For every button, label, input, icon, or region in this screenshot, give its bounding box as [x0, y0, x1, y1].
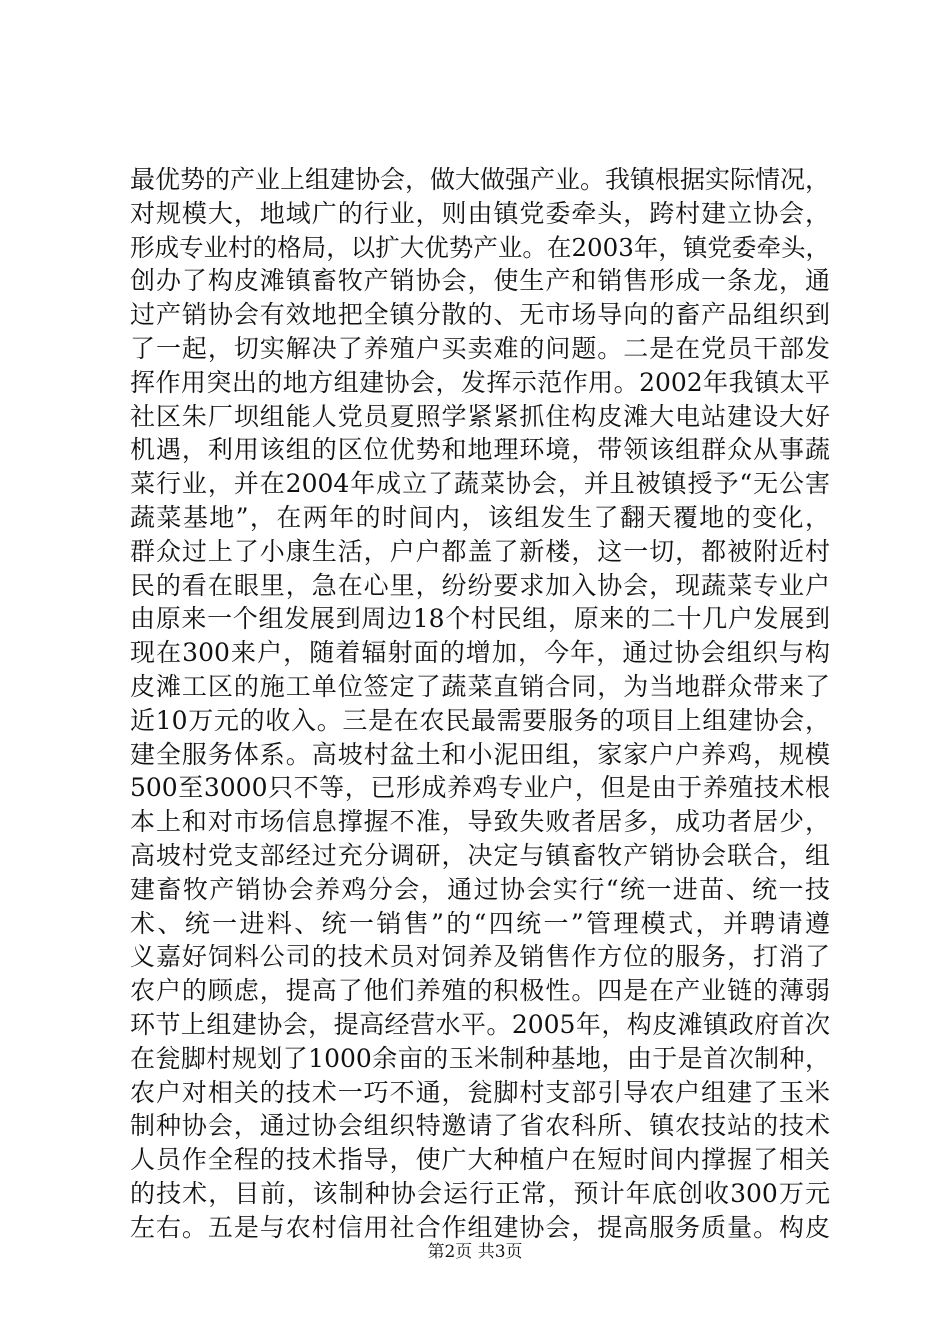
text-line: 社区朱厂坝组能人党员夏照学紧紧抓住构皮滩大电站建设大好 [130, 401, 830, 431]
text-line: 本上和对市场信息撑握不准，导致失败者居多，成功者居少， [130, 807, 830, 837]
text-line: 500至3000只不等，已形成养鸡专业户，但是由于养殖技术根 [130, 773, 830, 803]
text-line: 民的看在眼里，急在心里，纷纷要求加入协会，现蔬菜专业户 [130, 570, 830, 600]
text-line: 在瓮脚村规划了1000余亩的玉米制种基地，由于是首次制种， [130, 1043, 830, 1073]
text-line: 人员作全程的技术指导，使广大种植户在短时间内撑握了相关 [130, 1145, 830, 1175]
text-line: 术、统一进料、统一销售”的“四统一”管理模式，并聘请遵 [130, 908, 830, 938]
text-line: 挥作用突出的地方组建协会，发挥示范作用。2002年我镇太平 [130, 367, 830, 397]
text-line: 环节上组建协会，提高经营水平。2005年，构皮滩镇政府首次 [130, 1009, 830, 1039]
text-line: 制种协会，通过协会组织特邀请了省农科所、镇农技站的技术 [130, 1111, 830, 1141]
text-line: 高坡村党支部经过充分调研，决定与镇畜牧产销协会联合，组 [130, 840, 830, 870]
text-line: 机遇，利用该组的区位优势和地理环境，带领该组群众从事蔬 [130, 435, 830, 465]
text-line: 农户对相关的技术一巧不通，瓮脚村支部引导农户组建了玉米 [130, 1077, 830, 1107]
text-line: 了一起，切实解决了养殖户买卖难的问题。二是在党员干部发 [130, 333, 830, 363]
text-line: 蔬菜基地”，在两年的时间内，该组发生了翻天覆地的变化， [130, 502, 830, 532]
text-line: 现在300来户，随着辐射面的增加，今年，通过协会组织与构 [130, 638, 830, 668]
page-footer [0, 1240, 950, 1264]
text-line: 群众过上了小康生活，户户都盖了新楼，这一切，都被附近村 [130, 536, 830, 566]
text-line: 农户的顾虑，提高了他们养殖的积极性。四是在产业链的薄弱 [130, 976, 830, 1006]
page-number-label: 第2页 共3页 [427, 1242, 523, 1262]
text-line: 皮滩工区的施工单位签定了蔬菜直销合同，为当地群众带来了 [130, 671, 830, 701]
text-line: 左右。五是与农村信用社合作组建协会，提高服务质量。构皮 [130, 1212, 830, 1242]
text-line: 建全服务体系。高坡村盆土和小泥田组，家家户户养鸡，规模 [130, 739, 830, 769]
text-line: 最优势的产业上组建协会，做大做强产业。我镇根据实际情况， [130, 165, 831, 194]
text-line: 义嘉好饲料公司的技术员对饲养及销售作方位的服务，打消了 [130, 942, 830, 972]
text-line: 建畜牧产销协会养鸡分会，通过协会实行“统一进苗、统一技 [130, 874, 830, 904]
text-line: 由原来一个组发展到周边18个村民组，原来的二十几户发展到 [130, 604, 830, 634]
body-text [130, 163, 830, 1245]
text-line: 菜行业，并在2004年成立了蔬菜协会，并且被镇授予“无公害 [130, 469, 830, 499]
text-line: 近10万元的收入。三是在农民最需要服务的项目上组建协会， [130, 705, 830, 735]
text-line: 过产销协会有效地把全镇分散的、无市场导向的畜产品组织到 [130, 300, 830, 330]
text-line: 形成专业村的格局，以扩大优势产业。在2003年，镇党委牵头， [130, 232, 830, 262]
text-line: 的技术，目前，该制种协会运行正常，预计年底创收300万元 [130, 1178, 830, 1208]
text-line: 对规模大，地域广的行业，则由镇党委牵头，跨村建立协会， [130, 198, 830, 228]
text-line: 创办了构皮滩镇畜牧产销协会，使生产和销售形成一条龙，通 [130, 266, 830, 296]
